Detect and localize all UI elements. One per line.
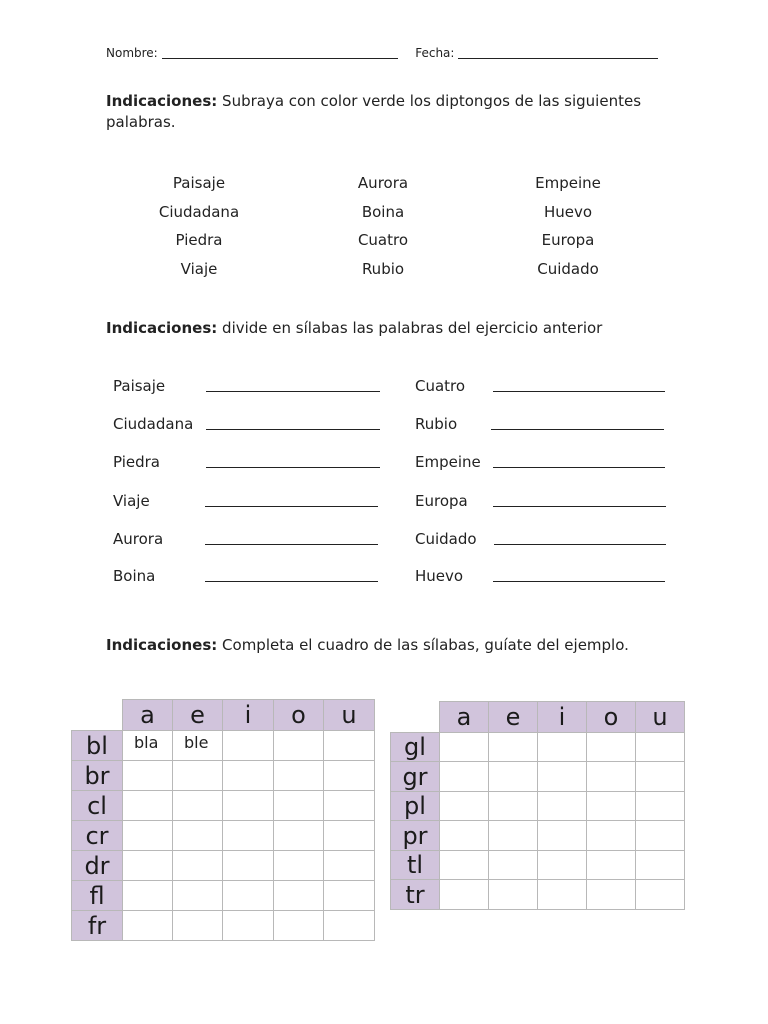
table-corner <box>391 702 440 733</box>
word-column-2 <box>313 173 453 288</box>
syllable-cell[interactable] <box>489 762 538 792</box>
syllable-cell[interactable] <box>324 851 375 881</box>
word: Cuidado <box>537 260 599 279</box>
syllable-cell[interactable] <box>538 880 587 910</box>
syllable-cell[interactable] <box>324 791 375 821</box>
vowel-header: e <box>173 700 223 731</box>
syllable-cell[interactable] <box>223 791 274 821</box>
division-word: Europa <box>415 492 468 510</box>
syllable-cell[interactable] <box>587 762 636 792</box>
syllable-cell[interactable] <box>274 731 324 761</box>
vowel-header: a <box>440 702 489 733</box>
syllable-cell[interactable] <box>538 851 587 880</box>
syllable-cell[interactable] <box>324 911 375 941</box>
vowel-header: o <box>274 700 324 731</box>
syllable-cell[interactable] <box>123 881 173 911</box>
consonant-cluster-header: gr <box>391 762 440 792</box>
word: Empeine <box>535 174 601 192</box>
syllable-cell[interactable] <box>538 792 587 821</box>
division-word: Cuatro <box>415 377 466 395</box>
answer-line[interactable] <box>205 544 378 545</box>
syllable-cell[interactable] <box>324 761 375 791</box>
syllable-cell[interactable] <box>636 762 685 792</box>
consonant-cluster-header: cl <box>72 791 123 821</box>
word: Cuatro <box>357 231 409 250</box>
syllable-cell[interactable] <box>489 880 538 910</box>
division-word: Empeine <box>415 453 481 471</box>
syllable-cell[interactable] <box>274 821 324 851</box>
syllable-cell[interactable] <box>123 791 173 821</box>
syllable-cell[interactable] <box>173 881 223 911</box>
syllable-cell[interactable] <box>274 881 324 911</box>
division-word: Ciudadana <box>113 415 194 433</box>
syllable-cell[interactable] <box>440 851 489 880</box>
division-word: Huevo <box>415 567 464 585</box>
instruction-label: Indicaciones: <box>106 92 218 110</box>
syllable-cell[interactable] <box>440 821 489 851</box>
syllable-cell[interactable] <box>440 733 489 762</box>
answer-line[interactable] <box>493 391 665 392</box>
syllable-cell[interactable] <box>223 851 274 881</box>
word: Piedra <box>175 231 223 250</box>
syllable-cell[interactable] <box>173 761 223 791</box>
word: Rubio <box>361 260 405 279</box>
vowel-header: o <box>587 702 636 733</box>
word: Europa <box>541 231 595 250</box>
consonant-cluster-header: cr <box>72 821 123 851</box>
syllable-cell[interactable] <box>274 761 324 791</box>
division-word: Piedra <box>113 453 160 471</box>
consonant-cluster-header: br <box>72 761 123 791</box>
syllable-cell[interactable] <box>587 733 636 762</box>
consonant-cluster-header: gl <box>391 733 440 762</box>
syllable-cell[interactable] <box>324 821 375 851</box>
answer-line[interactable] <box>206 429 380 430</box>
word: Ciudadana <box>158 202 240 221</box>
syllable-cell[interactable] <box>440 762 489 792</box>
syllable-cell[interactable] <box>489 851 538 880</box>
date-label: Fecha: <box>415 46 455 60</box>
name-field-line[interactable] <box>162 46 398 59</box>
answer-line[interactable] <box>491 429 664 430</box>
consonant-cluster-header: pl <box>391 792 440 821</box>
consonant-cluster-header: fl <box>72 881 123 911</box>
consonant-cluster-header: fr <box>72 911 123 941</box>
syllable-cell[interactable] <box>636 792 685 821</box>
syllable-cell[interactable] <box>223 821 274 851</box>
table-corner <box>72 700 123 731</box>
syllable-cell[interactable] <box>223 881 274 911</box>
syllable-cell[interactable] <box>173 821 223 851</box>
instruction-label: Indicaciones: <box>106 636 218 654</box>
syllable-cell[interactable] <box>538 733 587 762</box>
division-word: Aurora <box>113 530 164 548</box>
syllable-cell[interactable] <box>274 851 324 881</box>
syllable-cell[interactable] <box>123 821 173 851</box>
answer-line[interactable] <box>494 544 666 545</box>
consonant-cluster-header: bl <box>72 731 123 761</box>
consonant-cluster-header: tr <box>391 880 440 910</box>
syllable-cell[interactable] <box>324 731 375 761</box>
word: Aurora <box>357 174 409 192</box>
instruction-divide-syllables <box>106 318 706 339</box>
syllable-cell[interactable] <box>173 911 223 941</box>
vowel-header: u <box>636 702 685 733</box>
syllable-cell[interactable] <box>223 761 274 791</box>
syllable-cell[interactable] <box>274 911 324 941</box>
answer-line[interactable] <box>493 506 666 507</box>
syllable-cell[interactable] <box>173 851 223 881</box>
instruction-text: Subraya con color verde los diptongos de las siguientes palabras. <box>106 92 642 131</box>
vowel-header: e <box>489 702 538 733</box>
syllable-cell[interactable] <box>440 792 489 821</box>
syllable-cell[interactable]: ble <box>173 731 223 761</box>
division-word: Viaje <box>113 492 150 510</box>
answer-line[interactable] <box>206 391 380 392</box>
instruction-underline-diphthongs <box>106 91 666 133</box>
syllable-table-left <box>71 699 375 941</box>
name-label: Nombre: <box>106 46 158 60</box>
syllable-cell[interactable] <box>440 880 489 910</box>
answer-line[interactable] <box>205 506 378 507</box>
syllable-cell[interactable] <box>123 851 173 881</box>
syllable-cell[interactable]: bla <box>123 731 173 761</box>
instruction-complete-table <box>106 635 706 656</box>
syllable-cell[interactable] <box>123 911 173 941</box>
word: Huevo <box>543 202 593 221</box>
word: Viaje <box>180 260 218 279</box>
syllable-cell[interactable] <box>538 762 587 792</box>
answer-line[interactable] <box>493 581 665 582</box>
word: Boina <box>361 202 405 221</box>
division-word: Boina <box>113 567 156 585</box>
word-column-1 <box>129 173 269 288</box>
syllable-cell[interactable] <box>274 791 324 821</box>
syllable-cell[interactable] <box>587 851 636 880</box>
syllable-cell[interactable] <box>173 791 223 821</box>
syllable-cell[interactable] <box>636 821 685 851</box>
word-column-3 <box>498 173 638 288</box>
syllable-table-right <box>390 701 685 910</box>
syllable-cell[interactable] <box>223 911 274 941</box>
consonant-cluster-header: pr <box>391 821 440 851</box>
vowel-header: a <box>123 700 173 731</box>
answer-line[interactable] <box>205 581 378 582</box>
vowel-header: i <box>538 702 587 733</box>
vowel-header: i <box>223 700 274 731</box>
date-field-line[interactable] <box>458 46 658 59</box>
syllable-cell[interactable] <box>636 880 685 910</box>
instruction-text: Completa el cuadro de las sílabas, guíate del ejemplo. <box>217 636 629 654</box>
syllable-cell[interactable] <box>587 821 636 851</box>
syllable-cell[interactable] <box>324 881 375 911</box>
answer-line[interactable] <box>493 467 665 468</box>
vowel-header: u <box>324 700 375 731</box>
syllable-cell[interactable] <box>489 792 538 821</box>
syllable-cell[interactable] <box>223 731 274 761</box>
syllable-cell[interactable] <box>587 880 636 910</box>
syllable-cell[interactable] <box>489 733 538 762</box>
consonant-cluster-header: dr <box>72 851 123 881</box>
consonant-cluster-header: tl <box>391 851 440 880</box>
worksheet-header <box>106 46 658 60</box>
syllable-cell[interactable] <box>636 733 685 762</box>
instruction-label: Indicaciones: <box>106 319 218 337</box>
division-word: Cuidado <box>415 530 477 548</box>
answer-line[interactable] <box>206 467 380 468</box>
syllable-cell[interactable] <box>489 821 538 851</box>
division-word: Paisaje <box>113 377 166 395</box>
division-word: Rubio <box>415 415 458 433</box>
word: Paisaje <box>172 174 226 192</box>
syllable-cell[interactable] <box>123 761 173 791</box>
instruction-text: divide en sílabas las palabras del ejercicio anterior <box>217 319 603 337</box>
syllable-cell[interactable] <box>636 851 685 880</box>
syllable-cell[interactable] <box>538 821 587 851</box>
syllable-cell[interactable] <box>587 792 636 821</box>
